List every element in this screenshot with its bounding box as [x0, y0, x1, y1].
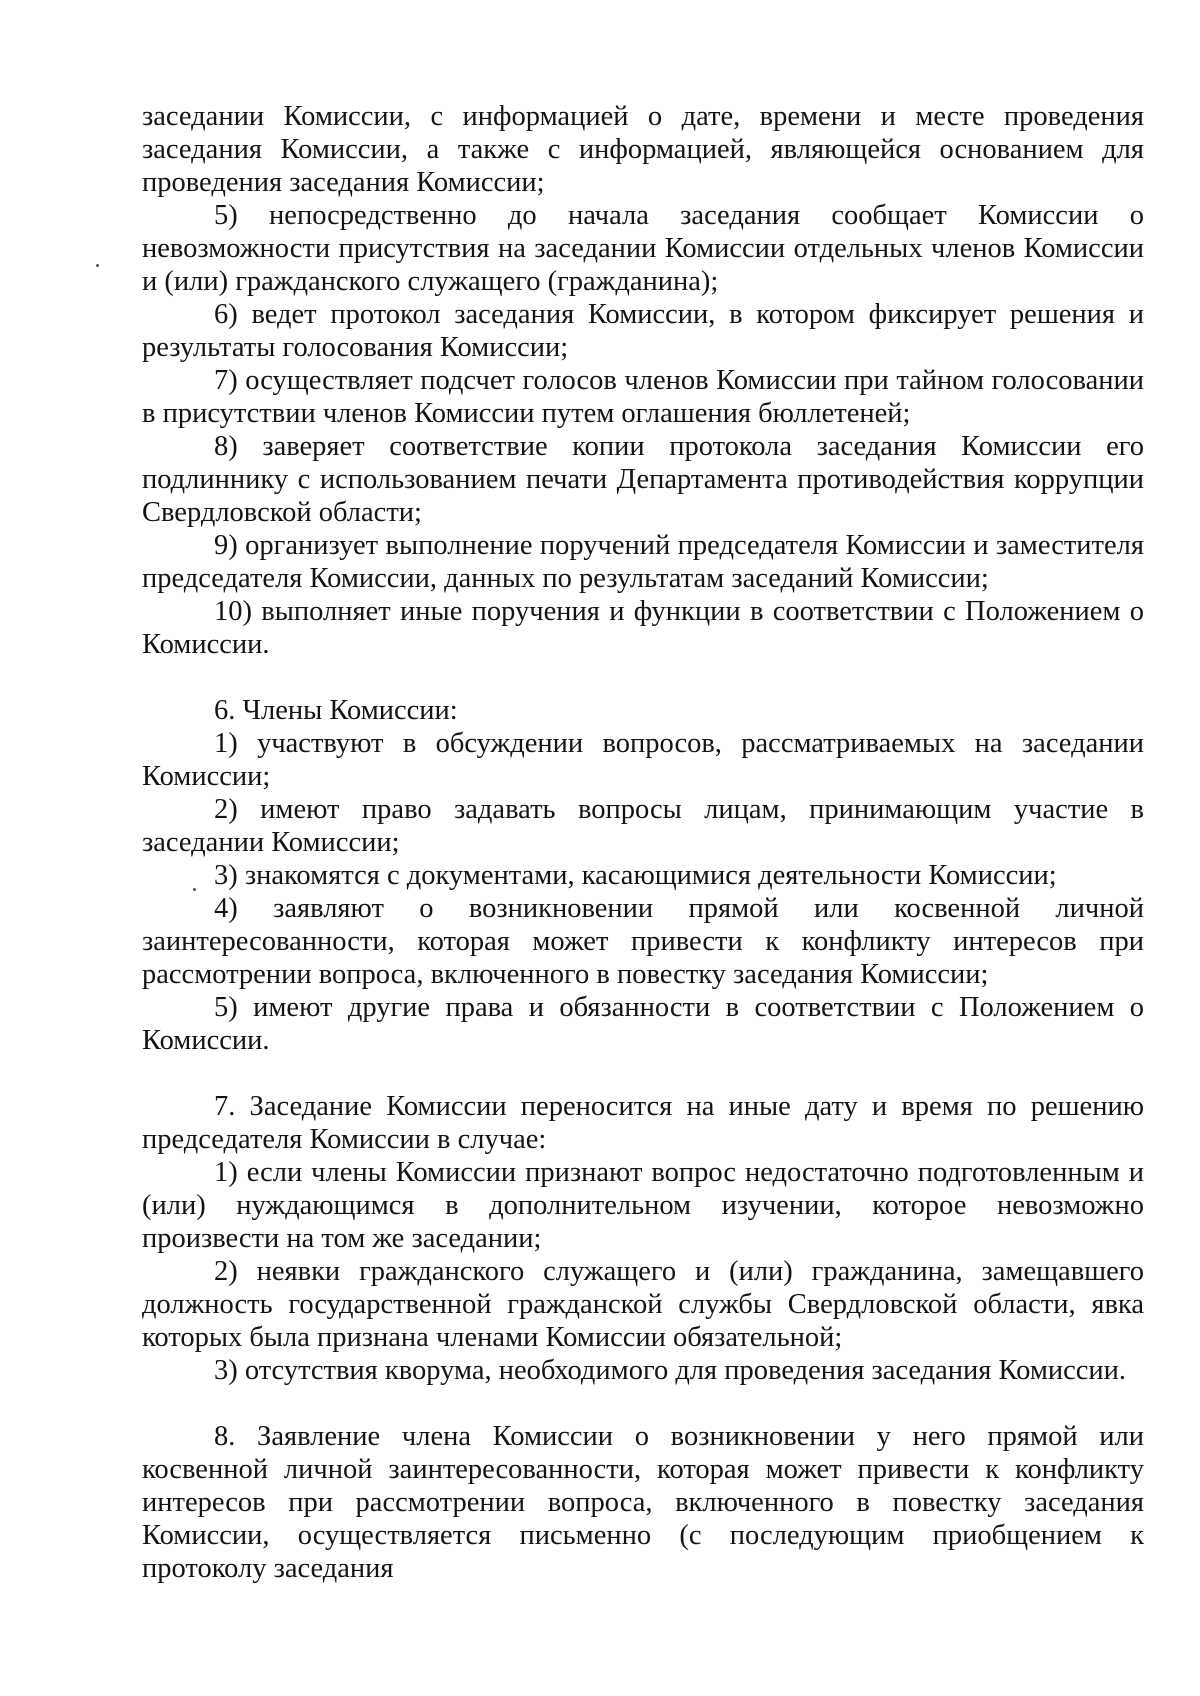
list-item-6-2: 2) имеют право задавать вопросы лицам, принимающим участие в заседании Комиссии; [142, 794, 1144, 858]
scan-speck [96, 264, 99, 267]
section-gap [142, 1057, 1144, 1090]
list-item-4-7: 7) осуществляет подсчет голосов членов Комиссии при тайном голосовании в присутствии членов Комиссии путем оглашения бюллетеней; [142, 365, 1144, 429]
list-item-7-1: 1) если члены Комиссии признают вопрос недостаточно подготовленным и (или) нуждающимся в дополнительном изучении, которое невозможно произвести на том же заседании; [142, 1157, 1144, 1254]
section-7-heading: 7. Заседание Комиссии переносится на иные дату и время по решению председателя Комиссии в случае: [142, 1091, 1144, 1155]
list-item-6-3: 3) знакомятся с документами, касающимися деятельности Комиссии; [214, 860, 1057, 891]
list-item-4-6: 6) ведет протокол заседания Комиссии, в котором фиксирует решения и результаты голосования Комиссии; [142, 299, 1144, 363]
section-gap [142, 1387, 1144, 1420]
list-item-4-9: 9) организует выполнение поручений председателя Комиссии и заместителя председателя Комиссии, данных по результатам заседаний Комиссии; [142, 530, 1144, 594]
section-gap [142, 661, 1144, 694]
list-item-4-5: 5) непосредственно до начала заседания сообщает Комиссии о невозможности присутствия на заседании Комиссии отдельных членов Комиссии и (или) гражданского служащего (гражданина); [142, 200, 1144, 297]
list-item-6-5: 5) имеют другие права и обязанности в соответствии с Положением о Комиссии. [142, 992, 1144, 1056]
scan-speck [193, 888, 196, 891]
list-item-6-4: 4) заявляют о возникновении прямой или косвенной личной заинтересованности, которая может привести к конфликту интересов при рассмотрении вопроса, включенного в повестку заседания Комиссии; [142, 893, 1144, 990]
list-item-4-8: 8) заверяет соответствие копии протокола заседания Комиссии его подлиннику с использованием печати Департамента противодействия коррупции Свердловской области; [142, 431, 1144, 528]
document-page [142, 100, 1144, 1585]
list-item-7-3: 3) отсутствия кворума, необходимого для проведения заседания Комиссии. [214, 1355, 1127, 1386]
paragraph-continuation: заседании Комиссии, с информацией о дате, времени и месте проведения заседания Комиссии, а также с информацией, являющейся основанием для проведения заседания Комиссии; [142, 101, 1144, 198]
list-item-6-1: 1) участвуют в обсуждении вопросов, рассматриваемых на заседании Комиссии; [142, 728, 1144, 792]
list-item-7-2: 2) неявки гражданского служащего и (или) гражданина, замещавшего должность государственной гражданской службы Свердловской области, явка которых была признана членами Комиссии обязательной; [142, 1256, 1144, 1353]
section-8-paragraph: 8. Заявление члена Комиссии о возникновении у него прямой или косвенной личной заинтересованности, которая может привести к конфликту интересов при рассмотрении вопроса, включенного в повестку заседания Комиссии, осуществляется письменно (с последующим приобщением к протоколу заседания [142, 1421, 1144, 1584]
list-item-4-10: 10) выполняет иные поручения и функции в соответствии с Положением о Комиссии. [142, 596, 1144, 660]
section-6-heading: 6. Члены Комиссии: [214, 695, 458, 726]
